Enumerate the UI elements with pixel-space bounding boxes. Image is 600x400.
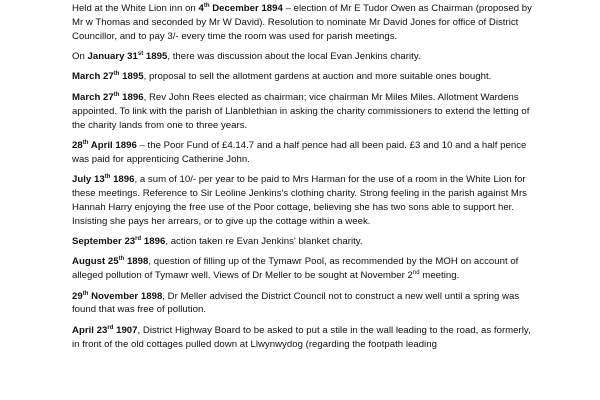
entry-text: , there was discussion about the local Evan Jenkins charity.	[167, 51, 421, 63]
entry-text: , District Highway Board to be asked to put a stile in the wall leading to the road, as formerly, in front of the old cottages pulled down at Llwynwydog (regarding the footpath leading	[72, 324, 531, 350]
minutes-paragraph	[72, 139, 534, 167]
entry-date: November 1898	[88, 290, 163, 302]
entry-date: 1896	[119, 91, 144, 103]
entry-text: , action taken re Evan Jenkins' blanket charity.	[165, 236, 363, 248]
minutes-paragraph	[72, 91, 534, 133]
entry-text: On	[72, 51, 88, 63]
entry-date: 4	[198, 3, 204, 14]
minutes-paragraph	[72, 255, 534, 283]
ordinal-suffix: th	[113, 91, 120, 98]
minutes-paragraph	[72, 235, 534, 249]
ordinal-suffix: th	[82, 139, 89, 146]
entry-date: March 27	[72, 71, 114, 83]
ordinal-suffix: st	[137, 50, 144, 57]
entry-text: , proposal to sell the allotment gardens at auction and more suitable ones bought.	[143, 71, 492, 83]
entry-date: April 23	[72, 324, 108, 336]
entry-text: – election of Mr E Tudor Owen as Chairman (proposed by Mr w Thomas and seconded by Mr W David). Resolution to nominate Mr David Jones for office of District Councillor, and to pay 3/- every time the room was used for parish meetings.	[72, 3, 532, 42]
entry-date: 1896	[110, 174, 135, 186]
entry-text: , Rev John Rees elected as chairman; vice chairman Mr Miles Miles. Allotment Wardens appointed. To link with the parish of Llanblethian in asking the charity commissioners to extend the letting of the charity lands from one to three years.	[72, 91, 530, 131]
entry-date: 1895	[143, 51, 168, 63]
ordinal-suffix: rd	[135, 235, 142, 242]
minutes-paragraph	[72, 324, 534, 352]
ordinal-suffix: th	[113, 71, 120, 78]
entry-date: 1896	[141, 236, 166, 248]
entry-text: , Dr Meller advised the District Council not to construct a new well until a spring was found that was free of pollution.	[72, 290, 520, 316]
document-body	[72, 2, 534, 352]
entry-date: April 1896	[88, 139, 137, 151]
entry-text: Held at the White Lion inn on	[72, 3, 199, 14]
minutes-paragraph	[72, 173, 534, 229]
minutes-paragraph	[72, 290, 534, 318]
entry-date: September 23	[72, 236, 136, 248]
minutes-paragraph	[72, 70, 534, 84]
ordinal-suffix: th	[82, 290, 89, 297]
entry-date: 1895	[119, 71, 144, 83]
entry-date: March 27	[72, 91, 114, 103]
entry-date: 1907	[113, 324, 138, 336]
ordinal-suffix: th	[104, 173, 111, 180]
entry-text: meeting.	[419, 270, 460, 282]
entry-date: 29	[72, 290, 83, 302]
entry-date: July 13	[72, 174, 105, 186]
ordinal-suffix: nd	[412, 270, 420, 277]
entry-text: , a sum of 10/- per year to be paid to Mrs Harman for the use of a room in the White Lion for these meetings. Reference to Sir Leoline Jenkins's clothing charity. Strong feeling in the parish against Mrs Hannah Harry enjoying the free use of the Poor cottage, believing she has two sons able to support her. Insisting she pays her arrears, or to give up the cottage within a week.	[72, 174, 527, 227]
ordinal-suffix: th	[203, 2, 210, 9]
entry-date: 1898	[124, 256, 149, 268]
minutes-paragraph	[72, 50, 534, 64]
entry-date: December 1894	[209, 3, 283, 14]
entry-date: August 25	[72, 256, 119, 268]
entry-text: , question of filling up of the Tymawr Pool, as recommended by the MOH on account of alleged pollution of Tymawr well. Views of Dr Meller to be sought at November 2	[72, 256, 519, 282]
minutes-paragraph	[72, 2, 534, 44]
entry-date: 28	[72, 139, 83, 151]
entry-date: January 31	[87, 51, 138, 63]
ordinal-suffix: th	[118, 256, 125, 263]
ordinal-suffix: rd	[107, 324, 114, 331]
entry-text: – the Poor Fund of £4.14.7 and a half pence had all been paid. £3 and 10 and a half pence was paid for apprenticing Catherine John.	[72, 139, 527, 165]
